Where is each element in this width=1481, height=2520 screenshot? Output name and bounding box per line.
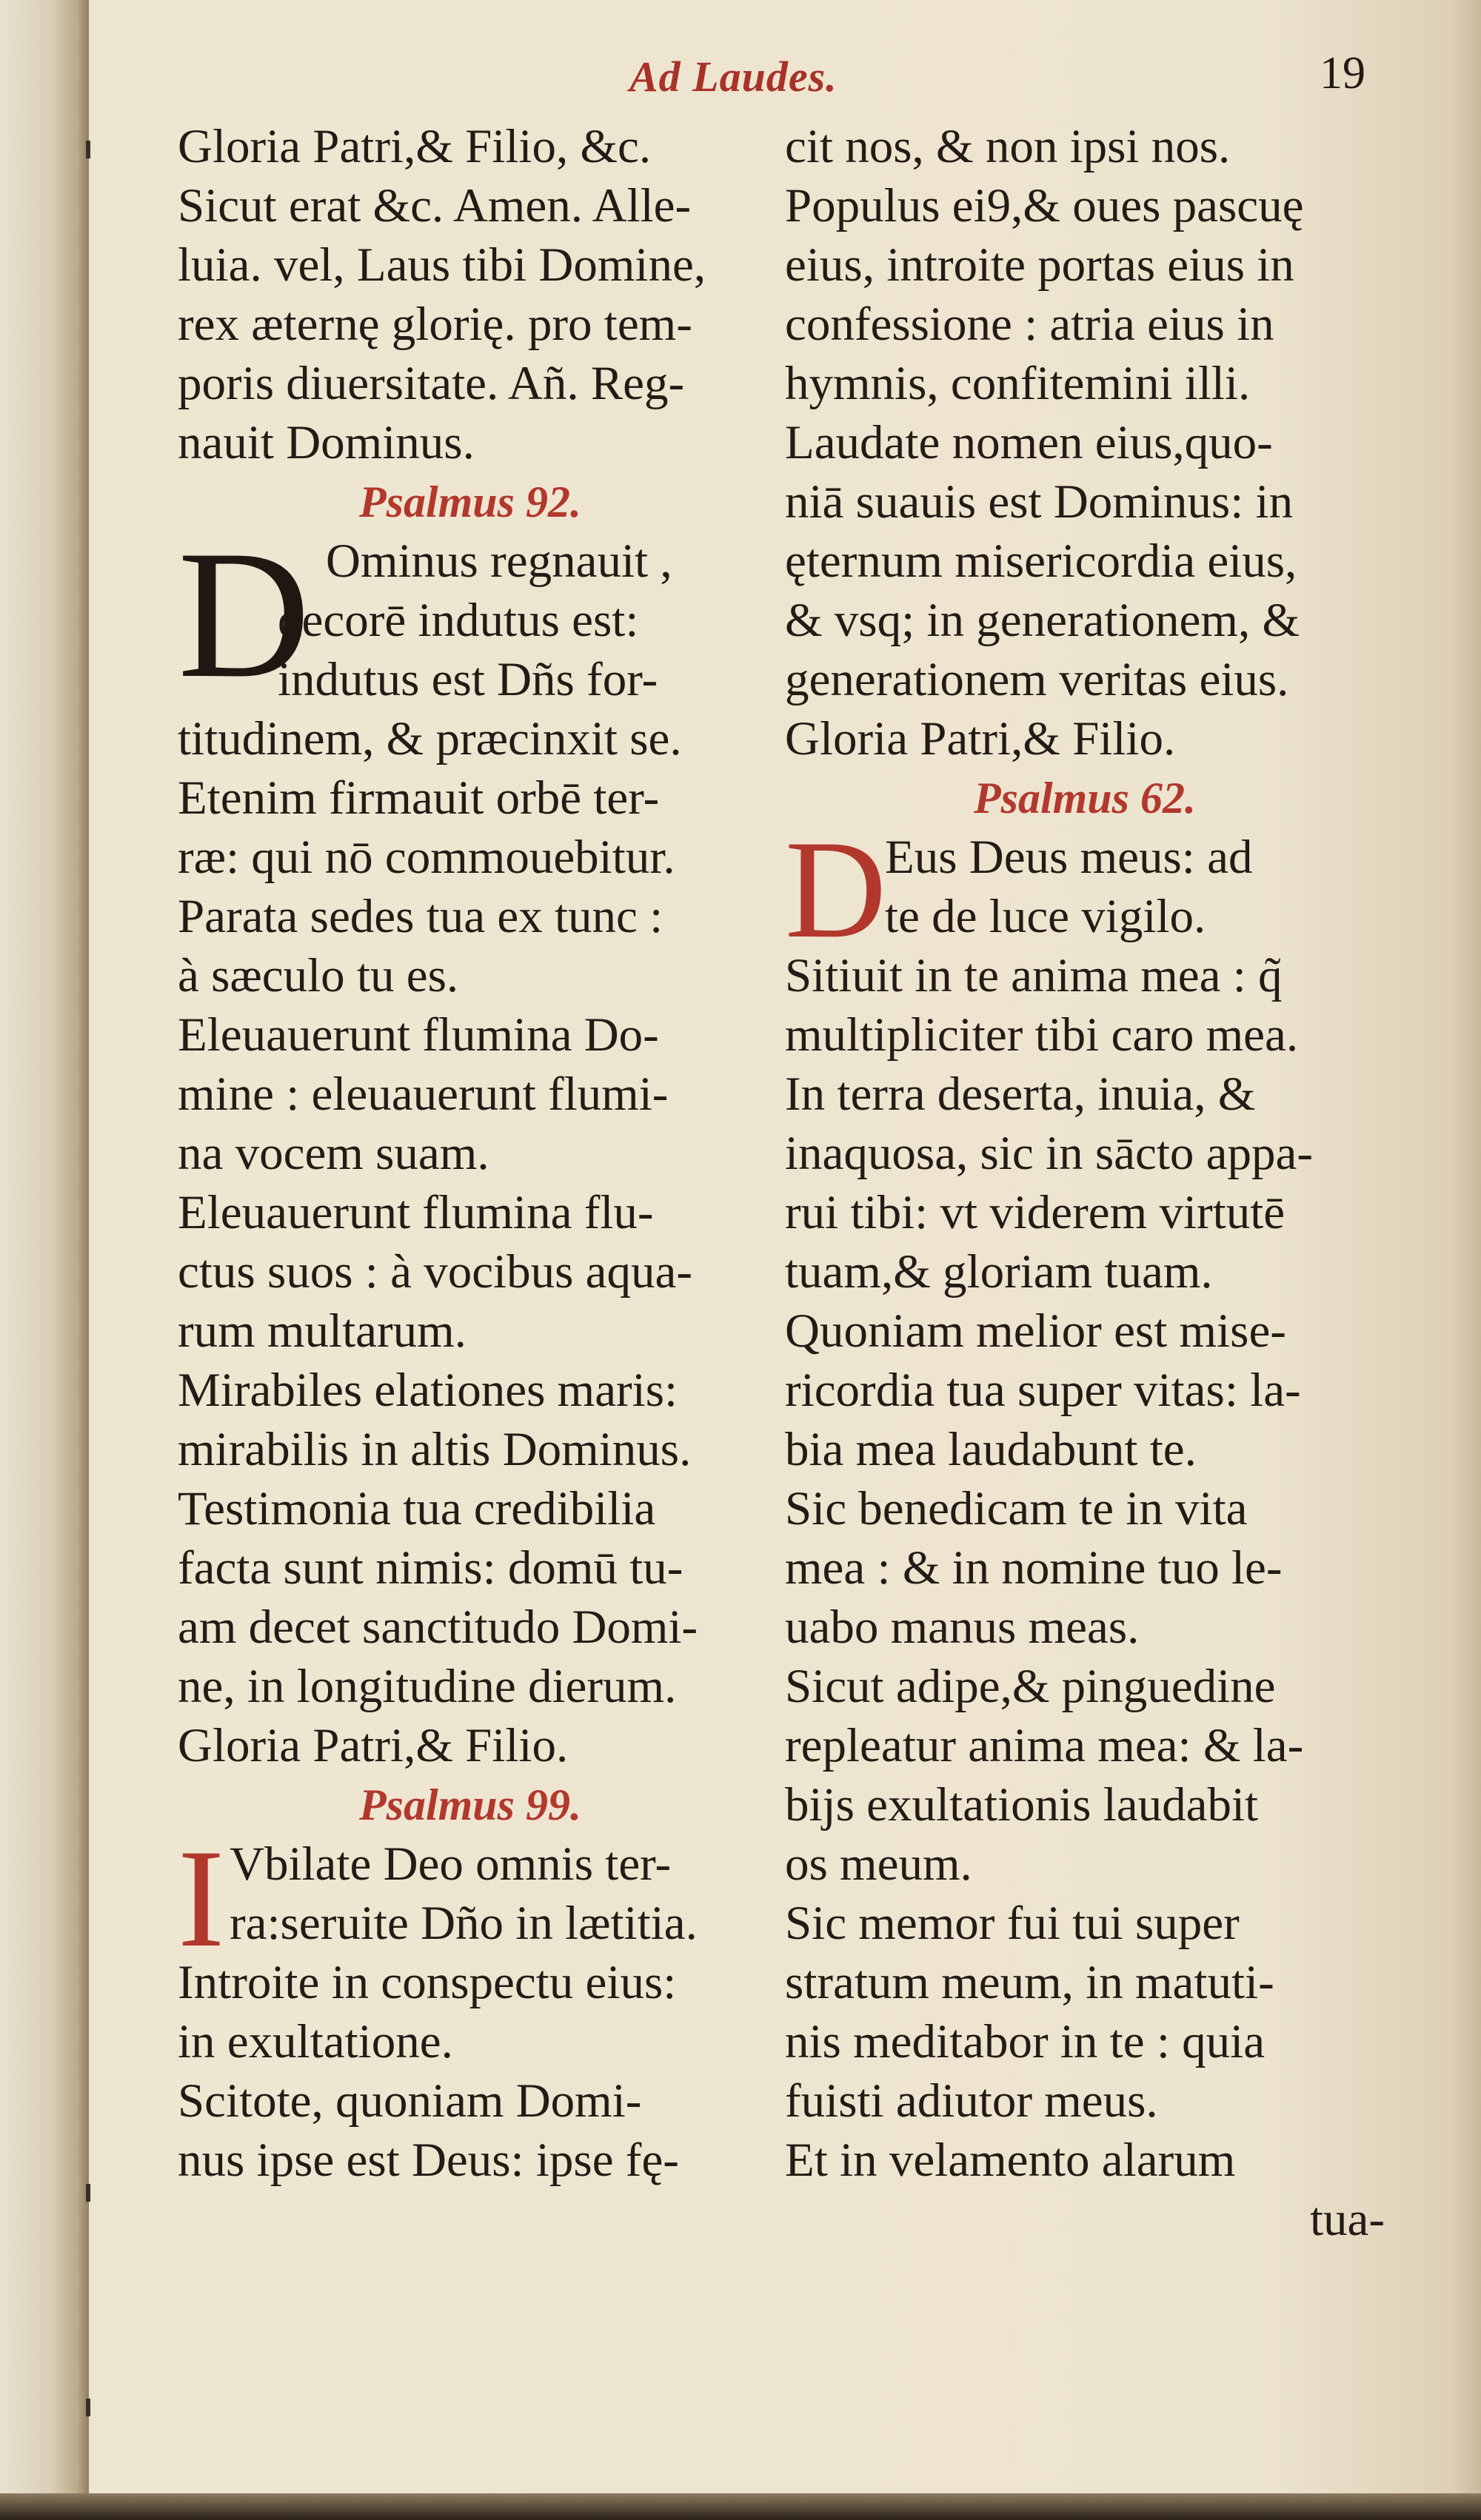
verse-line: rum multarum. bbox=[178, 1304, 467, 1358]
verse-line: na vocem suam. bbox=[178, 1127, 489, 1180]
verse-line: cit nos, & non ipsi nos. bbox=[785, 120, 1231, 173]
psalm-62-body bbox=[785, 946, 1385, 2249]
right-column bbox=[785, 117, 1385, 2249]
verse-line: os meum. bbox=[785, 1837, 972, 1891]
verse-line: Laudate nomen eius,quo- bbox=[785, 416, 1273, 469]
verse-line: confessione : atria eius in bbox=[785, 298, 1274, 351]
verse-line: Gloria Patri,& Filio. bbox=[785, 712, 1176, 765]
verse-line: Sicut adipe,& pinguedine bbox=[785, 1660, 1276, 1713]
verse-line: titudinem, & præcinxit se. bbox=[178, 712, 682, 765]
verse-line: In terra deserta, inuia, & bbox=[785, 1068, 1256, 1121]
verse-line: Et in velamento alarum bbox=[785, 2134, 1236, 2187]
verse-line: generationem veritas eius. bbox=[785, 653, 1289, 706]
verse-line: bijs exultationis laudabit bbox=[785, 1778, 1259, 1832]
binding-gutter bbox=[0, 0, 89, 2520]
verse-line: Gloria Patri,& Filio. bbox=[178, 1719, 569, 1772]
verse-line: ra:seruite Dño in lætitia. bbox=[230, 1897, 698, 1950]
verse-line: niā suauis est Dominus: in bbox=[785, 475, 1294, 529]
verse-line: decorē indutus est: bbox=[278, 594, 639, 647]
verse-line: luia. vel, Laus tibi Domine, bbox=[178, 238, 706, 292]
verse-line: te de luce vigilo. bbox=[885, 890, 1206, 943]
psalm-62-heading: Psalmus 62. bbox=[973, 774, 1197, 822]
verse-line: Sic memor fui tui super bbox=[785, 1897, 1240, 1950]
catchword: tua- bbox=[1309, 2193, 1385, 2246]
verse-line: & vsq; in generationem, & bbox=[785, 594, 1300, 647]
verse-line: fuisti adiutor meus. bbox=[785, 2074, 1158, 2128]
verse-line: ræ: qui nō commouebitur. bbox=[178, 831, 675, 884]
verse-line: in exultatione. bbox=[178, 2015, 453, 2068]
running-title: Ad Laudes. bbox=[629, 53, 838, 101]
verse-line: eius, introite portas eius in bbox=[785, 238, 1294, 292]
verse-line: mine : eleuauerunt flumi- bbox=[178, 1068, 669, 1121]
verse-line: nus ipse est Deus: ipse fę- bbox=[178, 2134, 679, 2187]
verse-line: Etenim firmauit orbē ter- bbox=[178, 771, 660, 825]
page-bottom-edge bbox=[0, 2493, 1481, 2520]
verse-line: ctus suos : à vocibus aqua- bbox=[178, 1245, 693, 1298]
verse-line: facta sunt nimis: domū tu- bbox=[178, 1541, 683, 1595]
verse-line: Gloria Patri,& Filio, &c. bbox=[178, 120, 652, 173]
page-number: 19 bbox=[1320, 48, 1365, 98]
verse-line: repleatur anima mea: & la- bbox=[785, 1719, 1304, 1772]
verse-line: tuam,& gloriam tuam. bbox=[785, 1245, 1213, 1298]
verse-line: Eleuauerunt flumina flu- bbox=[178, 1186, 654, 1239]
verse-line: Eleuauerunt flumina Do- bbox=[178, 1008, 659, 1062]
verse-line: Testimonia tua credibilia bbox=[178, 1482, 656, 1535]
verse-line: Eus Deus meus: ad bbox=[885, 831, 1253, 884]
gutter-mark bbox=[86, 2399, 90, 2416]
verse-line: nauit Dominus. bbox=[178, 416, 475, 469]
verse-line: ęternum misericordia eius, bbox=[785, 535, 1297, 588]
psalm-99-heading: Psalmus 99. bbox=[358, 1780, 582, 1829]
verse-line: ne, in longitudine dierum. bbox=[178, 1660, 677, 1713]
verse-line: inaquosa, sic in sācto appa- bbox=[785, 1127, 1313, 1180]
verse-line: Sicut erat &c. Amen. Alle- bbox=[178, 179, 692, 232]
psalm-92-opening bbox=[178, 512, 763, 716]
verse-line: bia mea laudabunt te. bbox=[785, 1423, 1197, 1476]
verse-line: nis meditabor in te : quia bbox=[785, 2015, 1266, 2068]
drop-cap: D bbox=[785, 812, 887, 968]
drop-cap: I bbox=[178, 1821, 225, 1977]
opening-verses bbox=[178, 117, 763, 472]
verse-line: Parata sedes tua ex tunc : bbox=[178, 890, 663, 943]
verse-line: am decet sanctitudo Domi- bbox=[178, 1601, 698, 1654]
verse-line: à sæculo tu es. bbox=[178, 949, 459, 1002]
verse-line: rex æternę glorię. pro tem- bbox=[178, 298, 692, 351]
verse-line: Populus ei9,& oues pascuę bbox=[785, 179, 1304, 232]
verse-line: indutus est Dñs for- bbox=[278, 653, 658, 706]
psalm-92-body bbox=[178, 709, 763, 1775]
psalm-92-heading: Psalmus 92. bbox=[358, 477, 582, 526]
gutter-mark bbox=[86, 141, 90, 158]
verse-line: rui tibi: vt viderem virtutē bbox=[785, 1186, 1286, 1239]
verse-line: Ominus regnauit , bbox=[326, 535, 672, 588]
verse-line: Sic benedicam te in vita bbox=[785, 1482, 1248, 1535]
verse-line: Scitote, quoniam Domi- bbox=[178, 2074, 642, 2128]
drop-cap: D bbox=[178, 512, 311, 716]
verse-line: Quoniam melior est mise- bbox=[785, 1304, 1286, 1358]
verse-line: mea : & in nomine tuo le- bbox=[785, 1541, 1283, 1595]
verse-line: uabo manus meas. bbox=[785, 1601, 1140, 1654]
gutter-mark bbox=[86, 2184, 90, 2202]
verse-line: multipliciter tibi caro mea. bbox=[785, 1008, 1299, 1062]
left-column bbox=[178, 117, 763, 2190]
psalm-99-opening bbox=[178, 1821, 763, 1977]
verse-line: ricordia tua super vitas: la- bbox=[785, 1364, 1301, 1417]
verse-line: hymnis, confitemini illi. bbox=[785, 357, 1251, 410]
verse-line: mirabilis in altis Dominus. bbox=[178, 1423, 692, 1476]
verse-line: Vbilate Deo omnis ter- bbox=[230, 1837, 672, 1891]
verse-line: Introite in conspectu eius: bbox=[178, 1956, 677, 2009]
verse-line: stratum meum, in matuti- bbox=[785, 1956, 1274, 2009]
psalm-99-continued bbox=[785, 117, 1385, 768]
verse-line: Sitiuit in te anima mea : q̃ bbox=[785, 949, 1283, 1002]
verse-line: Mirabiles elationes maris: bbox=[178, 1364, 678, 1417]
psalm-62-opening bbox=[785, 812, 1385, 968]
verse-line: poris diuersitate. Añ. Reg- bbox=[178, 357, 685, 410]
psalm-99-body bbox=[178, 1953, 763, 2190]
